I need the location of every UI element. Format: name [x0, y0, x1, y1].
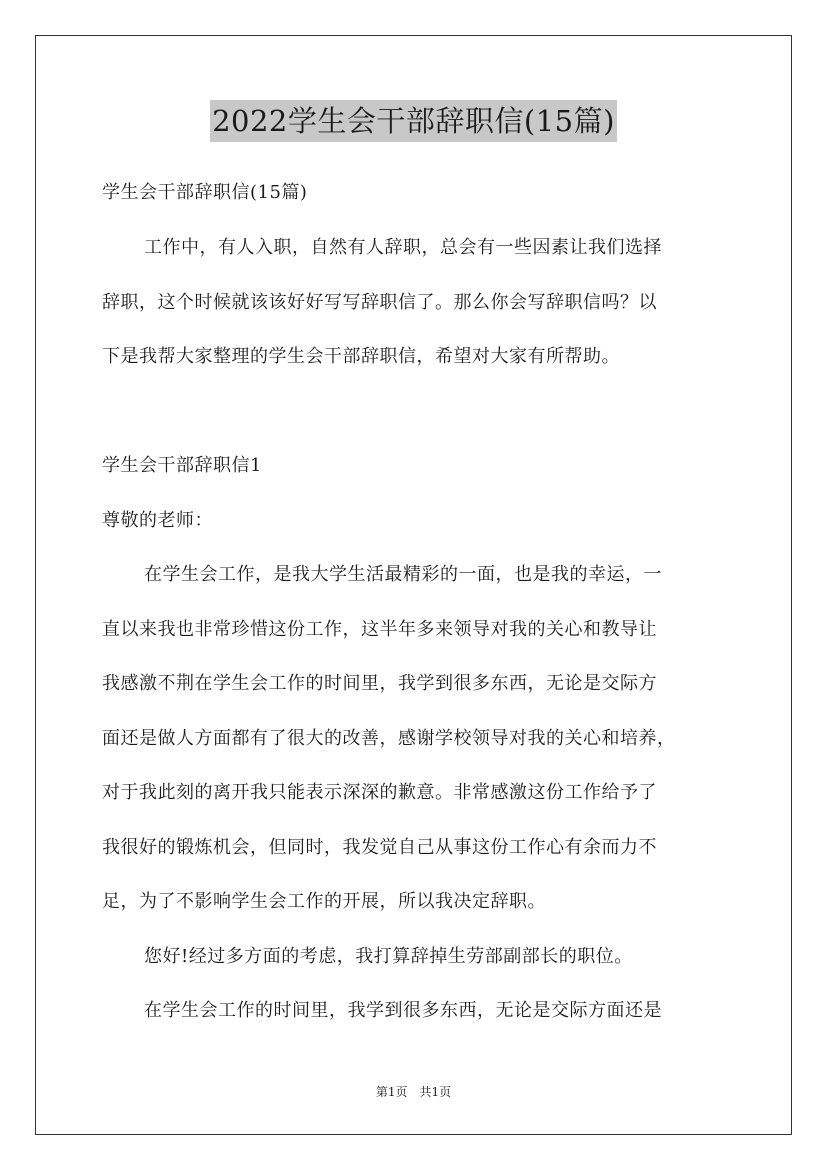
- paragraph-line: 在学生会工作的时间里，我学到很多东西，无论是交际方面还是: [144, 1000, 662, 1021]
- paragraph-line: 我感激不荆在学生会工作的时间里，我学到很多东西，无论是交际方: [102, 673, 657, 694]
- document-subtitle: 学生会干部辞职信(15篇): [102, 182, 308, 203]
- paragraph-line: 在学生会工作，是我大学生活最精彩的一面，也是我的幸运，一: [144, 564, 662, 585]
- intro-line: 下是我帮大家整理的学生会干部辞职信，希望对大家有所帮助。: [102, 346, 620, 367]
- intro-line: 辞职，这个时候就该该好好写写辞职信了。那么你会写辞职信吗？以: [102, 292, 657, 313]
- paragraph-line: 我很好的锻炼机会，但同时，我发觉自己从事这份工作心有余而力不: [102, 837, 657, 858]
- paragraph-line: 直以来我也非常珍惜这份工作，这半年多来领导对我的关心和教导让: [102, 619, 657, 640]
- intro-line: 工作中，有人入职，自然有人辞职，总会有一些因素让我们选择: [144, 237, 662, 258]
- salutation: 尊敬的老师：: [102, 510, 213, 531]
- document-title: 2022学生会干部辞职信(15篇): [210, 100, 617, 142]
- paragraph-line: 面还是做人方面都有了很大的改善，感谢学校领导对我的关心和培养，: [102, 728, 676, 749]
- paragraph-line: 足，为了不影响学生会工作的开展，所以我决定辞职。: [102, 891, 546, 912]
- paragraph-line: 对于我此刻的离开我只能表示深深的歉意。非常感激这份工作给予了: [102, 782, 657, 803]
- page-number-footer: 第1页 共1页: [375, 1085, 452, 1099]
- section-heading: 学生会干部辞职信1: [102, 455, 262, 476]
- paragraph-line: 您好!经过多方面的考虑，我打算辞掉生劳部副部长的职位。: [144, 946, 633, 967]
- title-container: [0, 100, 827, 142]
